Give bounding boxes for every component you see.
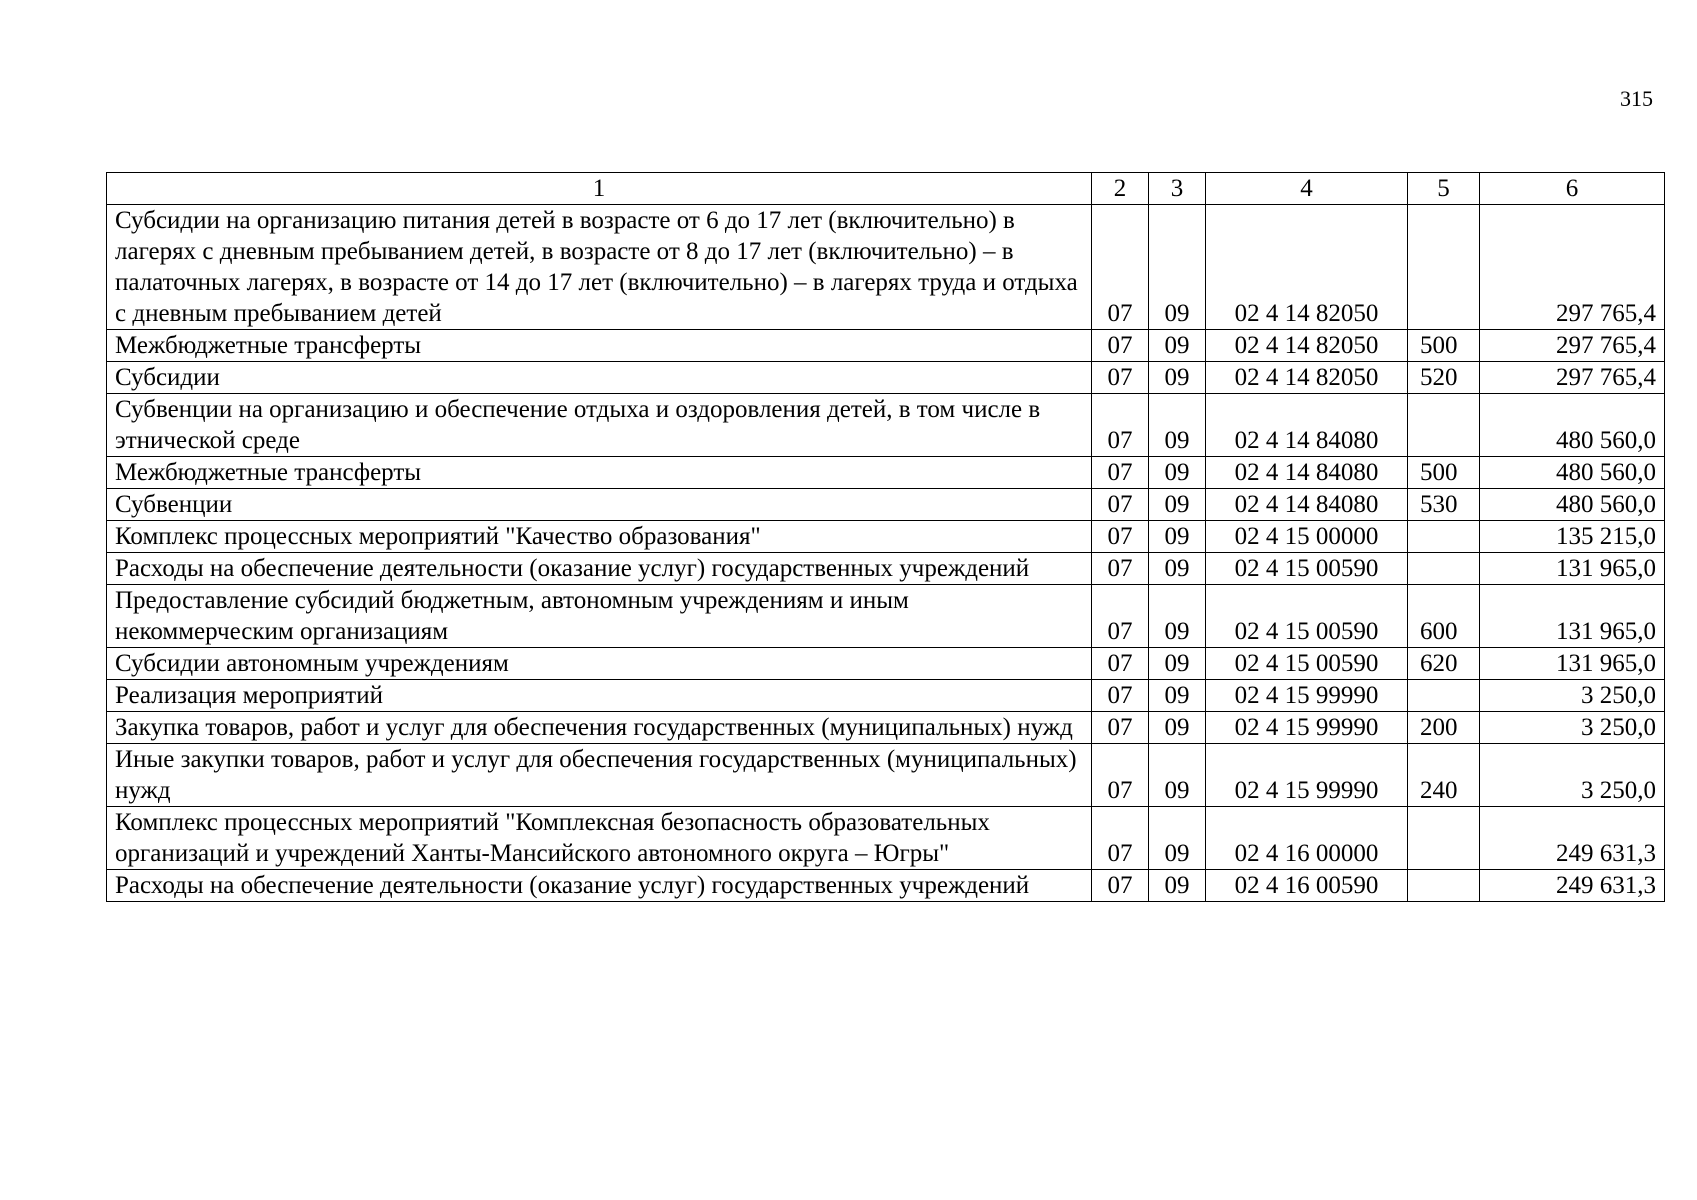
header-cell: 3 — [1149, 173, 1206, 205]
row-amount: 135 215,0 — [1480, 521, 1665, 553]
row-expense-type — [1408, 394, 1480, 457]
row-section: 07 — [1092, 362, 1149, 394]
table-row — [107, 330, 1665, 362]
row-amount: 480 560,0 — [1480, 457, 1665, 489]
header-cell: 2 — [1092, 173, 1149, 205]
header-cell: 1 — [107, 173, 1092, 205]
row-target-code: 02 4 16 00000 — [1206, 807, 1408, 870]
row-expense-type: 500 — [1408, 457, 1480, 489]
row-expense-type: 600 — [1408, 585, 1480, 648]
row-expense-type — [1408, 553, 1480, 585]
row-subsection: 09 — [1149, 553, 1206, 585]
row-section: 07 — [1092, 521, 1149, 553]
row-section: 07 — [1092, 205, 1149, 330]
row-section: 07 — [1092, 870, 1149, 902]
row-target-code: 02 4 14 84080 — [1206, 394, 1408, 457]
row-expense-type: 530 — [1408, 489, 1480, 521]
table-row — [107, 744, 1665, 807]
row-subsection: 09 — [1149, 585, 1206, 648]
row-amount: 297 765,4 — [1480, 205, 1665, 330]
table-row — [107, 521, 1665, 553]
row-subsection: 09 — [1149, 394, 1206, 457]
row-section: 07 — [1092, 394, 1149, 457]
table-row — [107, 648, 1665, 680]
row-expense-type: 500 — [1408, 330, 1480, 362]
row-name: Межбюджетные трансферты — [107, 330, 1092, 362]
table-row — [107, 807, 1665, 870]
row-expense-type: 520 — [1408, 362, 1480, 394]
row-amount: 480 560,0 — [1480, 394, 1665, 457]
table-row — [107, 585, 1665, 648]
row-name: Реализация мероприятий — [107, 680, 1092, 712]
row-name: Комплекс процессных мероприятий "Качество образования" — [107, 521, 1092, 553]
row-target-code: 02 4 16 00590 — [1206, 870, 1408, 902]
table-row — [107, 394, 1665, 457]
header-cell: 5 — [1408, 173, 1480, 205]
row-name: Субвенции — [107, 489, 1092, 521]
row-section: 07 — [1092, 489, 1149, 521]
row-expense-type — [1408, 680, 1480, 712]
row-expense-type — [1408, 870, 1480, 902]
header-cell: 6 — [1480, 173, 1665, 205]
row-target-code: 02 4 14 84080 — [1206, 489, 1408, 521]
table-row — [107, 457, 1665, 489]
table-row — [107, 362, 1665, 394]
row-section: 07 — [1092, 712, 1149, 744]
row-expense-type — [1408, 807, 1480, 870]
row-amount: 3 250,0 — [1480, 744, 1665, 807]
table-row — [107, 489, 1665, 521]
page-number: 315 — [1620, 86, 1653, 111]
row-expense-type: 200 — [1408, 712, 1480, 744]
row-subsection: 09 — [1149, 205, 1206, 330]
table-row — [107, 205, 1665, 330]
row-amount: 480 560,0 — [1480, 489, 1665, 521]
row-name: Субсидии на организацию питания детей в возрасте от 6 до 17 лет (включительно) в лагерях с дневным пребыванием детей, в возрасте от 8 до 17 лет (включительно) – в палаточных лагерях, в возрасте от 14 до 17 лет (включительно) – в лагерях труда и отдыха с дневным пребыванием детей — [107, 205, 1092, 330]
row-target-code: 02 4 15 00000 — [1206, 521, 1408, 553]
table-row — [107, 712, 1665, 744]
table-row — [107, 870, 1665, 902]
row-amount: 131 965,0 — [1480, 648, 1665, 680]
row-subsection: 09 — [1149, 457, 1206, 489]
row-subsection: 09 — [1149, 648, 1206, 680]
row-name: Субсидии — [107, 362, 1092, 394]
row-amount: 297 765,4 — [1480, 330, 1665, 362]
row-name: Комплекс процессных мероприятий "Комплексная безопасность образовательных организаций и учреждений Ханты-Мансийского автономного округа – Югры" — [107, 807, 1092, 870]
row-subsection: 09 — [1149, 807, 1206, 870]
row-amount: 131 965,0 — [1480, 553, 1665, 585]
row-amount: 249 631,3 — [1480, 870, 1665, 902]
row-amount: 297 765,4 — [1480, 362, 1665, 394]
row-name: Закупка товаров, работ и услуг для обеспечения государственных (муниципальных) нужд — [107, 712, 1092, 744]
row-subsection: 09 — [1149, 362, 1206, 394]
row-name: Иные закупки товаров, работ и услуг для обеспечения государственных (муниципальных) нужд — [107, 744, 1092, 807]
row-name: Субвенции на организацию и обеспечение отдыха и оздоровления детей, в том числе в этнической среде — [107, 394, 1092, 457]
row-expense-type — [1408, 205, 1480, 330]
row-expense-type: 240 — [1408, 744, 1480, 807]
row-target-code: 02 4 15 00590 — [1206, 648, 1408, 680]
row-target-code: 02 4 15 99990 — [1206, 712, 1408, 744]
row-section: 07 — [1092, 648, 1149, 680]
table-row — [107, 553, 1665, 585]
row-amount: 249 631,3 — [1480, 807, 1665, 870]
row-section: 07 — [1092, 330, 1149, 362]
row-target-code: 02 4 15 00590 — [1206, 585, 1408, 648]
budget-table — [106, 172, 1665, 902]
row-target-code: 02 4 15 00590 — [1206, 553, 1408, 585]
row-name: Расходы на обеспечение деятельности (оказание услуг) государственных учреждений — [107, 553, 1092, 585]
row-expense-type — [1408, 521, 1480, 553]
row-name: Предоставление субсидий бюджетным, автономным учреждениям и иным некоммерческим организациям — [107, 585, 1092, 648]
row-name: Субсидии автономным учреждениям — [107, 648, 1092, 680]
row-subsection: 09 — [1149, 680, 1206, 712]
row-section: 07 — [1092, 807, 1149, 870]
row-subsection: 09 — [1149, 712, 1206, 744]
row-subsection: 09 — [1149, 744, 1206, 807]
table-row — [107, 680, 1665, 712]
table-body — [107, 205, 1665, 902]
row-section: 07 — [1092, 457, 1149, 489]
row-subsection: 09 — [1149, 521, 1206, 553]
row-target-code: 02 4 15 99990 — [1206, 680, 1408, 712]
row-section: 07 — [1092, 553, 1149, 585]
row-subsection: 09 — [1149, 330, 1206, 362]
row-target-code: 02 4 14 82050 — [1206, 362, 1408, 394]
row-target-code: 02 4 14 82050 — [1206, 205, 1408, 330]
row-section: 07 — [1092, 680, 1149, 712]
row-expense-type: 620 — [1408, 648, 1480, 680]
row-target-code: 02 4 14 82050 — [1206, 330, 1408, 362]
row-subsection: 09 — [1149, 489, 1206, 521]
header-row — [107, 173, 1665, 205]
row-name: Межбюджетные трансферты — [107, 457, 1092, 489]
row-amount: 3 250,0 — [1480, 680, 1665, 712]
row-subsection: 09 — [1149, 870, 1206, 902]
header-cell: 4 — [1206, 173, 1408, 205]
row-target-code: 02 4 15 99990 — [1206, 744, 1408, 807]
row-amount: 131 965,0 — [1480, 585, 1665, 648]
row-section: 07 — [1092, 744, 1149, 807]
row-target-code: 02 4 14 84080 — [1206, 457, 1408, 489]
row-name: Расходы на обеспечение деятельности (оказание услуг) государственных учреждений — [107, 870, 1092, 902]
row-section: 07 — [1092, 585, 1149, 648]
row-amount: 3 250,0 — [1480, 712, 1665, 744]
